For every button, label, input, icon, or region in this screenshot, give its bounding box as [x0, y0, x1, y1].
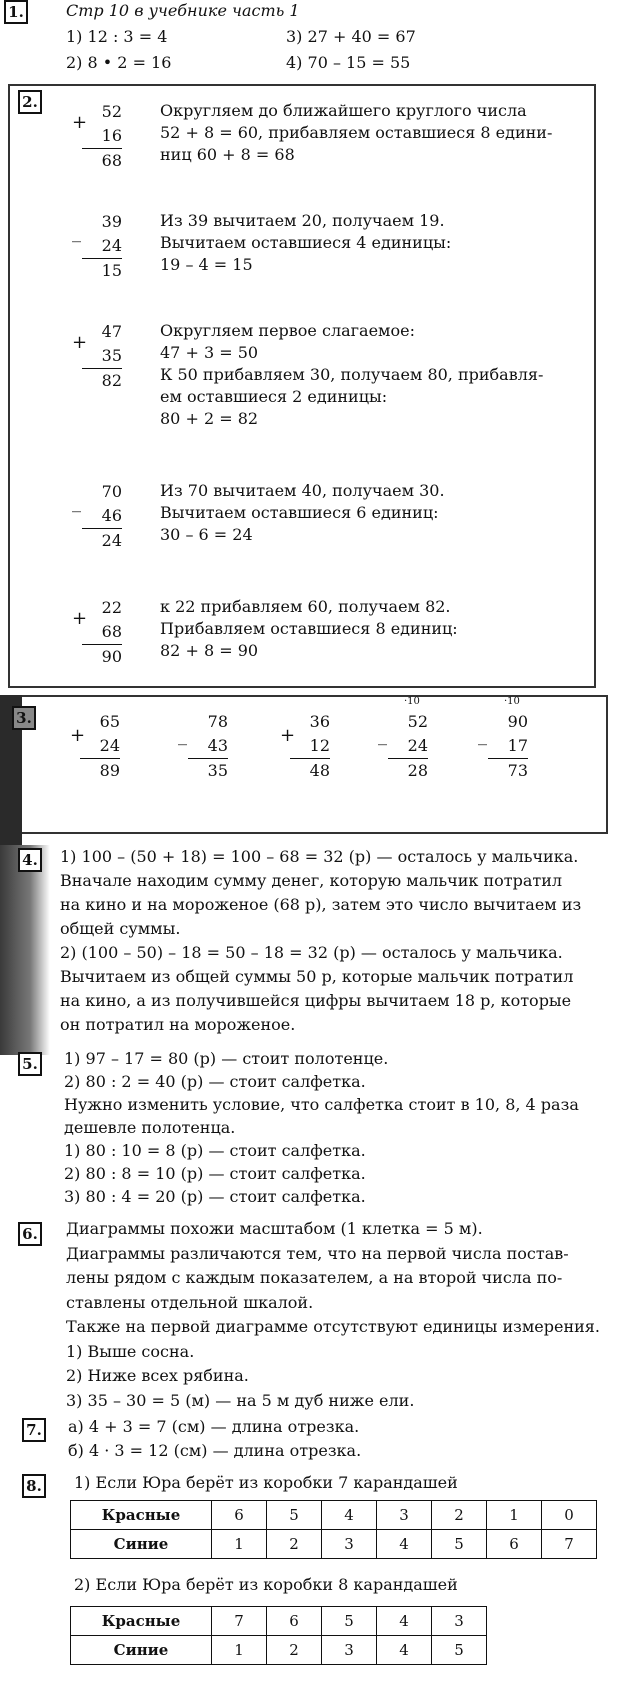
task-6-line-7: 2) Ниже всех рябина. [66, 1366, 249, 1385]
task-2-text-2-1: Из 39 вычитаем 20, получаем 19. [160, 211, 445, 230]
task-2-column-5-c: 90 [101, 647, 122, 666]
task-4-number: 4. [18, 848, 42, 872]
table-cell: 5 [267, 1501, 322, 1530]
task-3-column-3 [290, 710, 330, 783]
task-7-line-2: б) 4 · 3 = 12 (см) — длина отрезка. [68, 1441, 362, 1460]
task-2-column-3-b: 35 [82, 344, 122, 369]
task-3-column-4-a: 52 [407, 712, 428, 731]
table-row-label: Синие [71, 1530, 212, 1559]
task-8-caption-2: 2) Если Юра берёт из коробки 8 карандашей [74, 1575, 458, 1594]
task-2-op-3: + [72, 332, 88, 353]
task-7-number: 7. [22, 1418, 46, 1442]
task-2-text-3-1: Округляем первое слагаемое: [160, 321, 415, 340]
task-2-text-3-2: 47 + 3 = 50 [160, 343, 259, 362]
task-5-line-7: 3) 80 : 4 = 20 (р) — стоит салфетка. [64, 1187, 366, 1206]
table-cell: 2 [432, 1501, 487, 1530]
task-3-column-1-b: 24 [80, 734, 120, 759]
task-4-scan-shadow [0, 845, 50, 1055]
task-3-column-5-c: 73 [507, 761, 528, 780]
task-2-text-3-5: 80 + 2 = 82 [160, 409, 259, 428]
task-2-op-4: _ [72, 492, 81, 513]
task-1-item-3: 3) 27 + 40 = 67 [286, 27, 416, 46]
task-3-column-2-b: 43 [188, 734, 228, 759]
table-cell: 2 [267, 1530, 322, 1559]
task-3-column-1 [80, 710, 120, 783]
task-2-column-4-a: 70 [101, 482, 122, 501]
task-2-text-4-2: Вычитаем оставшиеся 6 единиц: [160, 503, 439, 522]
task-6-line-2: Диаграммы различаются тем, что на первой числа постав- [66, 1243, 569, 1263]
task-2-column-2-c: 15 [101, 261, 122, 280]
table-cell: 3 [377, 1501, 432, 1530]
table-cell: 3 [432, 1607, 487, 1636]
task-3-mark-5: ·10 [504, 696, 520, 707]
task-3-column-2-a: 78 [207, 712, 228, 731]
table-cell: 5 [322, 1607, 377, 1636]
task-2-text-1-3: ниц 60 + 8 = 68 [160, 145, 295, 164]
task-6-line-1: Диаграммы похожи масштабом (1 клетка = 5 м). [66, 1219, 483, 1238]
task-2-column-1 [82, 100, 122, 173]
table-cell: 4 [377, 1636, 432, 1665]
task-3-op-3: + [280, 725, 296, 746]
task-2-text-3-4: ем оставшиеся 2 единицы: [160, 387, 388, 406]
task-4-line-6: Вычитаем из общей суммы 50 р, которые мальчик потратил [60, 967, 574, 986]
task-3-column-3-c: 48 [309, 761, 330, 780]
task-2-column-1-a: 52 [101, 102, 122, 121]
task-2-number: 2. [18, 90, 42, 114]
table-cell: 7 [542, 1530, 597, 1559]
table-row [71, 1636, 487, 1665]
table-cell: 7 [212, 1607, 267, 1636]
task-6-line-3: лены рядом с каждым показателем, а на второй числа по- [66, 1268, 563, 1287]
table-row-label: Красные [71, 1501, 212, 1530]
table-cell: 6 [487, 1530, 542, 1559]
task-5-line-1: 1) 97 – 17 = 80 (р) — стоит полотенце. [64, 1049, 389, 1068]
task-4-line-2: Вначале находим сумму денег, которую мальчик потратил [60, 871, 563, 890]
task-2-text-1-1: Округляем до ближайшего круглого числа [160, 101, 527, 120]
task-3-column-1-c: 89 [99, 761, 120, 780]
task-2-op-5: + [72, 608, 88, 629]
task-4-line-1: 1) 100 – (50 + 18) = 100 – 68 = 32 (р) — осталось у мальчика. [60, 847, 579, 866]
task-3-column-2 [188, 710, 228, 783]
table-cell: 0 [542, 1501, 597, 1530]
task-2-column-2-b: 24 [82, 234, 122, 259]
task-4-line-8: он потратил на мороженое. [60, 1015, 296, 1034]
task-1-number: 1. [4, 0, 28, 24]
table-row [71, 1607, 487, 1636]
task-2-column-3-c: 82 [101, 371, 122, 390]
task-3-column-5 [488, 710, 528, 783]
task-3-column-5-a: 90 [507, 712, 528, 731]
table-cell: 1 [212, 1636, 267, 1665]
table-cell: 4 [322, 1501, 377, 1530]
task-2-text-2-2: Вычитаем оставшиеся 4 единицы: [160, 233, 452, 252]
task-6-line-4: ставлены отдельной шкалой. [66, 1292, 314, 1312]
table-row [71, 1530, 597, 1559]
task-6-line-5: Также на первой диаграмме отсутствуют единицы измерения. [66, 1317, 600, 1336]
task-2-column-4-c: 24 [101, 531, 122, 550]
task-3-op-1: + [70, 725, 86, 746]
task-2-column-3 [82, 320, 122, 393]
task-1-item-4: 4) 70 – 15 = 55 [286, 53, 411, 72]
task-3-column-3-a: 36 [309, 712, 330, 731]
task-5-line-5: 1) 80 : 10 = 8 (р) — стоит салфетка. [64, 1141, 366, 1160]
task-1-item-1: 1) 12 : 3 = 4 [66, 27, 168, 46]
task-7-line-1: а) 4 + 3 = 7 (см) — длина отрезка. [68, 1417, 360, 1436]
task-2-column-5-b: 68 [82, 620, 122, 645]
table-row-label: Синие [71, 1636, 212, 1665]
table-cell: 6 [267, 1607, 322, 1636]
task-5-line-3: Нужно изменить условие, что салфетка стоит в 10, 8, 4 раза [64, 1095, 579, 1114]
task-3-column-5-b: 17 [488, 734, 528, 759]
table-cell: 1 [212, 1530, 267, 1559]
table-cell: 3 [322, 1530, 377, 1559]
task-3-op-5: _ [478, 725, 487, 746]
task-8-caption-1: 1) Если Юра берёт из коробки 7 карандашей [74, 1473, 458, 1492]
task-2-text-2-3: 19 – 4 = 15 [160, 255, 253, 274]
table-row-label: Красные [71, 1607, 212, 1636]
task-2-column-4-b: 46 [82, 504, 122, 529]
task-3-column-2-c: 35 [207, 761, 228, 780]
table-cell: 6 [212, 1501, 267, 1530]
task-8-table-1 [70, 1500, 597, 1559]
task-8-table-2 [70, 1606, 487, 1665]
task-3-op-2: _ [178, 725, 187, 746]
task-2-op-2: _ [72, 222, 81, 243]
table-cell: 5 [432, 1530, 487, 1559]
task-2-column-4 [82, 480, 122, 553]
task-2-text-1-2: 52 + 8 = 60, прибавляем оставшиеся 8 едини- [160, 123, 553, 142]
task-3-column-3-b: 12 [290, 734, 330, 759]
task-4-line-5: 2) (100 – 50) – 18 = 50 – 18 = 32 (р) — осталось у мальчика. [60, 943, 563, 962]
task-2-text-5-3: 82 + 8 = 90 [160, 641, 259, 660]
task-2-text-5-2: Прибавляем оставшиеся 8 единиц: [160, 619, 458, 638]
task-2-text-4-1: Из 70 вычитаем 40, получаем 30. [160, 481, 445, 500]
task-4-line-7: на кино, а из получившейся цифры вычитаем 18 р, которые [60, 991, 572, 1010]
task-2-column-5 [82, 596, 122, 669]
table-cell: 2 [267, 1636, 322, 1665]
task-4-line-4: общей суммы. [60, 919, 181, 938]
task-3-column-4-c: 28 [407, 761, 428, 780]
table-cell: 4 [377, 1530, 432, 1559]
task-5-line-6: 2) 80 : 8 = 10 (р) — стоит салфетка. [64, 1164, 366, 1183]
task-2-text-3-3: К 50 прибавляем 30, получаем 80, прибавля- [160, 365, 544, 384]
task-2-column-1-c: 68 [101, 151, 122, 170]
table-cell: 1 [487, 1501, 542, 1530]
table-cell: 4 [377, 1607, 432, 1636]
task-3-column-4 [388, 710, 428, 783]
task-2-text-5-1: к 22 прибавляем 60, получаем 82. [160, 597, 451, 616]
table-cell: 3 [322, 1636, 377, 1665]
task-2-column-3-a: 47 [101, 322, 122, 341]
task-3-column-4-b: 24 [388, 734, 428, 759]
task-2-column-2-a: 39 [101, 212, 122, 231]
task-6-line-8: 3) 35 – 30 = 5 (м) — на 5 м дуб ниже ели. [66, 1390, 415, 1410]
task-3-number: 3. [12, 706, 36, 730]
task-3-mark-4: ·10 [404, 696, 420, 707]
task-2-op-1: + [72, 112, 88, 133]
table-row [71, 1501, 597, 1530]
task-6-line-6: 1) Выше сосна. [66, 1341, 195, 1361]
task-5-line-4: дешевле полотенца. [64, 1118, 236, 1137]
task-8-number: 8. [22, 1474, 46, 1498]
task-4-line-3: на кино и на мороженое (68 р), затем это число вычитаем из [60, 895, 582, 914]
task-2-column-2 [82, 210, 122, 283]
task-3-column-1-a: 65 [99, 712, 120, 731]
task-5-line-2: 2) 80 : 2 = 40 (р) — стоит салфетка. [64, 1072, 366, 1091]
task-3-op-4: _ [378, 725, 387, 746]
task-5-number: 5. [18, 1052, 42, 1076]
task-2-column-1-b: 16 [82, 124, 122, 149]
table-cell: 5 [432, 1636, 487, 1665]
task-2-column-5-a: 22 [101, 598, 122, 617]
task-2-text-4-3: 30 – 6 = 24 [160, 525, 253, 544]
task-1-header: Стр 10 в учебнике часть 1 [66, 1, 300, 20]
task-1-item-2: 2) 8 • 2 = 16 [66, 53, 172, 72]
task-6-number: 6. [18, 1222, 42, 1246]
